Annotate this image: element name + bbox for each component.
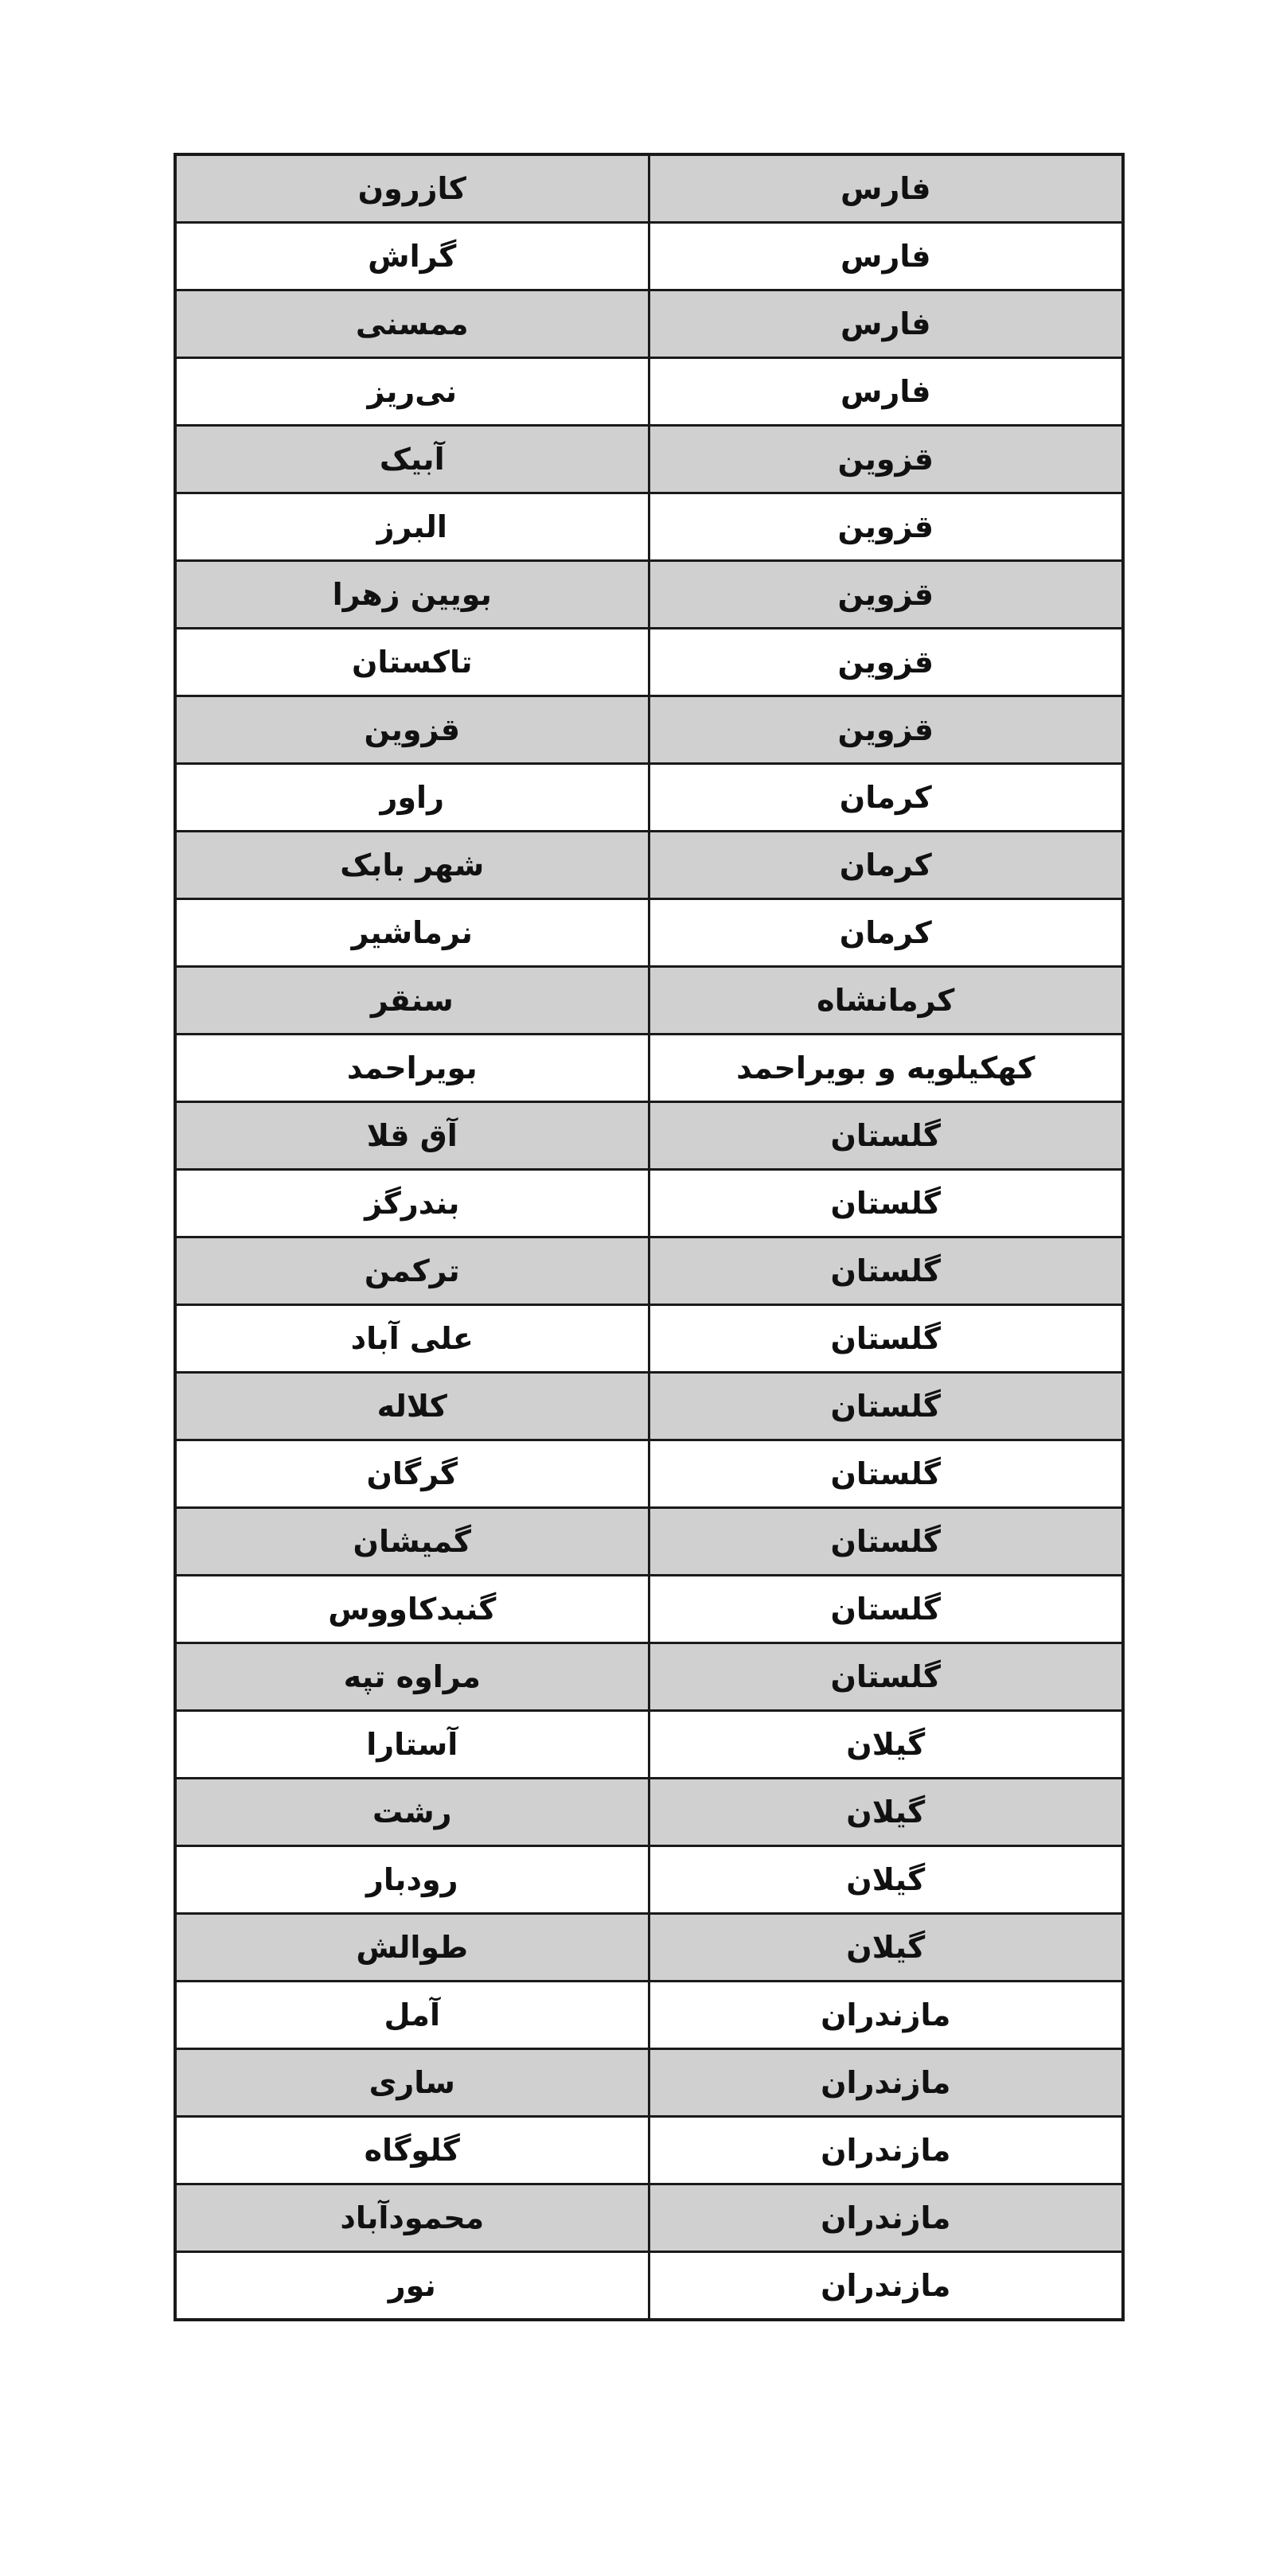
province-cell: مازندران xyxy=(649,2252,1123,2321)
table-row xyxy=(175,832,1123,899)
table-row xyxy=(175,154,1123,223)
table-row xyxy=(175,629,1123,696)
table-row xyxy=(175,1305,1123,1373)
city-cell: نور xyxy=(175,2252,649,2321)
province-cell: گلستان xyxy=(649,1576,1123,1643)
province-cell: گیلان xyxy=(649,1914,1123,1982)
table-row xyxy=(175,1170,1123,1237)
province-cell: گلستان xyxy=(649,1170,1123,1237)
table-row xyxy=(175,290,1123,358)
city-cell: گنبدکاووس xyxy=(175,1576,649,1643)
city-cell: بویین زهرا xyxy=(175,561,649,629)
city-cell: آق قلا xyxy=(175,1102,649,1170)
city-cell: علی آباد xyxy=(175,1305,649,1373)
city-cell: مراوه تپه xyxy=(175,1643,649,1711)
province-cell: فارس xyxy=(649,154,1123,223)
city-cell: نرماشیر xyxy=(175,899,649,967)
province-cell: کرمان xyxy=(649,764,1123,832)
table-row xyxy=(175,358,1123,426)
province-cell: کهکیلویه و بویراحمد xyxy=(649,1035,1123,1102)
table-row xyxy=(175,1982,1123,2049)
province-cell: فارس xyxy=(649,223,1123,290)
table-row xyxy=(175,967,1123,1035)
city-cell: ممسنی xyxy=(175,290,649,358)
city-cell: آستارا xyxy=(175,1711,649,1779)
table-row xyxy=(175,1373,1123,1440)
city-cell: بویراحمد xyxy=(175,1035,649,1102)
city-cell: نی‌ریز xyxy=(175,358,649,426)
city-cell: بندرگز xyxy=(175,1170,649,1237)
table-row xyxy=(175,493,1123,561)
table-row xyxy=(175,561,1123,629)
province-cell: گلستان xyxy=(649,1237,1123,1305)
province-cell: قزوین xyxy=(649,493,1123,561)
province-cell: قزوین xyxy=(649,561,1123,629)
province-cell: مازندران xyxy=(649,1982,1123,2049)
table-row xyxy=(175,2252,1123,2321)
table-row xyxy=(175,1643,1123,1711)
table-row xyxy=(175,1576,1123,1643)
province-cell: گلستان xyxy=(649,1305,1123,1373)
province-cell: فارس xyxy=(649,290,1123,358)
province-cell: فارس xyxy=(649,358,1123,426)
table-row xyxy=(175,223,1123,290)
table-row xyxy=(175,1779,1123,1846)
table-row xyxy=(175,1440,1123,1508)
city-cell: رودبار xyxy=(175,1846,649,1914)
province-cell: گیلان xyxy=(649,1846,1123,1914)
province-city-table xyxy=(174,153,1125,2321)
province-cell: مازندران xyxy=(649,2049,1123,2117)
city-cell: آبیک xyxy=(175,426,649,493)
province-cell: گلستان xyxy=(649,1508,1123,1576)
province-cell: مازندران xyxy=(649,2184,1123,2252)
table-row xyxy=(175,1914,1123,1982)
city-cell: قزوین xyxy=(175,696,649,764)
table-row xyxy=(175,2184,1123,2252)
province-cell: گیلان xyxy=(649,1779,1123,1846)
table-row xyxy=(175,2117,1123,2184)
province-cell: قزوین xyxy=(649,629,1123,696)
province-cell: مازندران xyxy=(649,2117,1123,2184)
table-row xyxy=(175,696,1123,764)
province-cell: کرمان xyxy=(649,899,1123,967)
province-cell: گلستان xyxy=(649,1373,1123,1440)
province-cell: قزوین xyxy=(649,426,1123,493)
province-cell: گلستان xyxy=(649,1440,1123,1508)
province-cell: گیلان xyxy=(649,1711,1123,1779)
table-row xyxy=(175,1035,1123,1102)
table-row xyxy=(175,2049,1123,2117)
province-cell: گلستان xyxy=(649,1643,1123,1711)
city-cell: گراش xyxy=(175,223,649,290)
province-cell: قزوین xyxy=(649,696,1123,764)
city-cell: کازرون xyxy=(175,154,649,223)
table-row xyxy=(175,426,1123,493)
city-cell: ترکمن xyxy=(175,1237,649,1305)
city-cell: طوالش xyxy=(175,1914,649,1982)
city-cell: رشت xyxy=(175,1779,649,1846)
city-cell: سنقر xyxy=(175,967,649,1035)
city-cell: ساری xyxy=(175,2049,649,2117)
province-cell: کرمانشاه xyxy=(649,967,1123,1035)
city-cell: راور xyxy=(175,764,649,832)
table-row xyxy=(175,1711,1123,1779)
city-cell: گمیشان xyxy=(175,1508,649,1576)
table-row xyxy=(175,899,1123,967)
table-row xyxy=(175,1237,1123,1305)
province-cell: گلستان xyxy=(649,1102,1123,1170)
table-row xyxy=(175,1846,1123,1914)
table-row xyxy=(175,1102,1123,1170)
city-cell: کلاله xyxy=(175,1373,649,1440)
table-body xyxy=(175,154,1123,2320)
city-cell: گلوگاه xyxy=(175,2117,649,2184)
city-cell: البرز xyxy=(175,493,649,561)
city-cell: شهر بابک xyxy=(175,832,649,899)
province-cell: کرمان xyxy=(649,832,1123,899)
city-cell: گرگان xyxy=(175,1440,649,1508)
table-row xyxy=(175,1508,1123,1576)
table-row xyxy=(175,764,1123,832)
city-cell: محمودآباد xyxy=(175,2184,649,2252)
city-cell: تاکستان xyxy=(175,629,649,696)
city-cell: آمل xyxy=(175,1982,649,2049)
